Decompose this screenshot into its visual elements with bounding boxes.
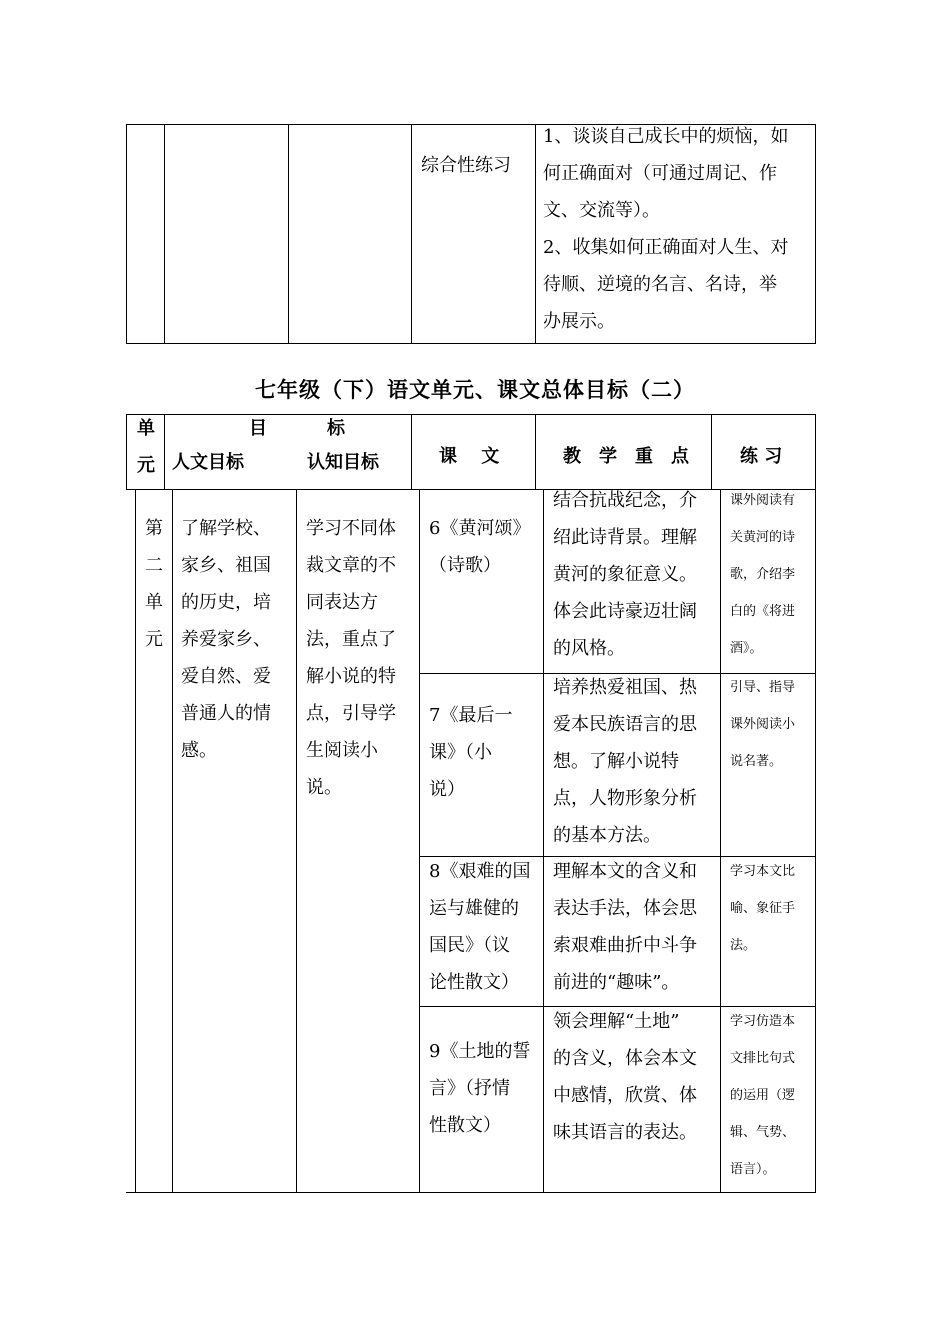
header-focus: 教 学 重 点 <box>563 446 689 467</box>
lesson-focus: 理解本文的含义和 表达手法，体会思 索艰难曲折中斗争 前进的“趣味”。 <box>553 861 697 993</box>
header-humanities: 人文目标 <box>172 452 244 473</box>
header-exercise: 练 习 <box>740 446 783 467</box>
lesson-text: 8《艰难的国 运与雄健的 国民》（议 论性散文） <box>429 861 531 993</box>
lesson-text: 7《最后一 课》（小 说） <box>429 705 513 800</box>
lesson-text: 6《黄河颂》 （诗歌） <box>429 518 531 576</box>
header-target-a: 目 <box>249 418 267 439</box>
header-unit-bottom: 元 <box>137 455 155 476</box>
lesson-exercise: 课外阅读有 关黄河的诗 歌，介绍李 白的《将进 酒》。 <box>730 493 796 656</box>
lesson-exercise: 学习本文比 喻、象征手 法。 <box>730 864 796 953</box>
lesson-text: 9《土地的誓 言》（抒情 性散文） <box>429 1041 531 1136</box>
header-cognitive: 认知目标 <box>307 452 379 473</box>
header-texts: 课 文 <box>439 446 500 467</box>
cognitive-goal: 学习不同体 裁文章的不 同表达方 法，重点了 解小说的特 点，引导学 生阅读小 说。 <box>306 518 396 798</box>
lesson-focus: 结合抗战纪念，介 绍此诗背景。理解 黄河的象征意义。 体会此诗豪迈壮阔 的风格。 <box>553 490 697 659</box>
comprehensive-practice-label: 综合性练习 <box>421 155 511 176</box>
unit-name: 第 二 单 元 <box>145 518 163 650</box>
header-unit-top: 单 <box>137 418 155 439</box>
lesson-focus: 领会理解“土地” 的含义，体会本文 中感情，欣赏、体 味其语言的表达。 <box>553 1011 697 1143</box>
lesson-exercise: 学习仿造本 文排比句式 的运用（逻 辑、气势、 语言）。 <box>730 1014 796 1177</box>
page-title: 七年级（下）语文单元、课文总体目标（二） <box>255 377 695 402</box>
lesson-focus: 培养热爱祖国、热 爱本民族语言的思 想。了解小说特 点，人物形象分析 的基本方法。 <box>553 677 697 846</box>
humanities-goal: 了解学校、 家乡、祖国 的历史，培 养爱家乡、 爱自然、爱 普通人的情 感。 <box>181 518 271 761</box>
lesson-exercise: 引导、指导 课外阅读小 说名著。 <box>730 680 796 769</box>
header-target-b: 标 <box>327 418 345 439</box>
comprehensive-practice-content: 1、谈谈自己成长中的烦恼，如 何正确面对（可通过周记、作 文、交流等）。 2、收集如何正确面对人生、对 待顺、逆境的名言、名诗，举 办展示。 <box>543 126 789 332</box>
